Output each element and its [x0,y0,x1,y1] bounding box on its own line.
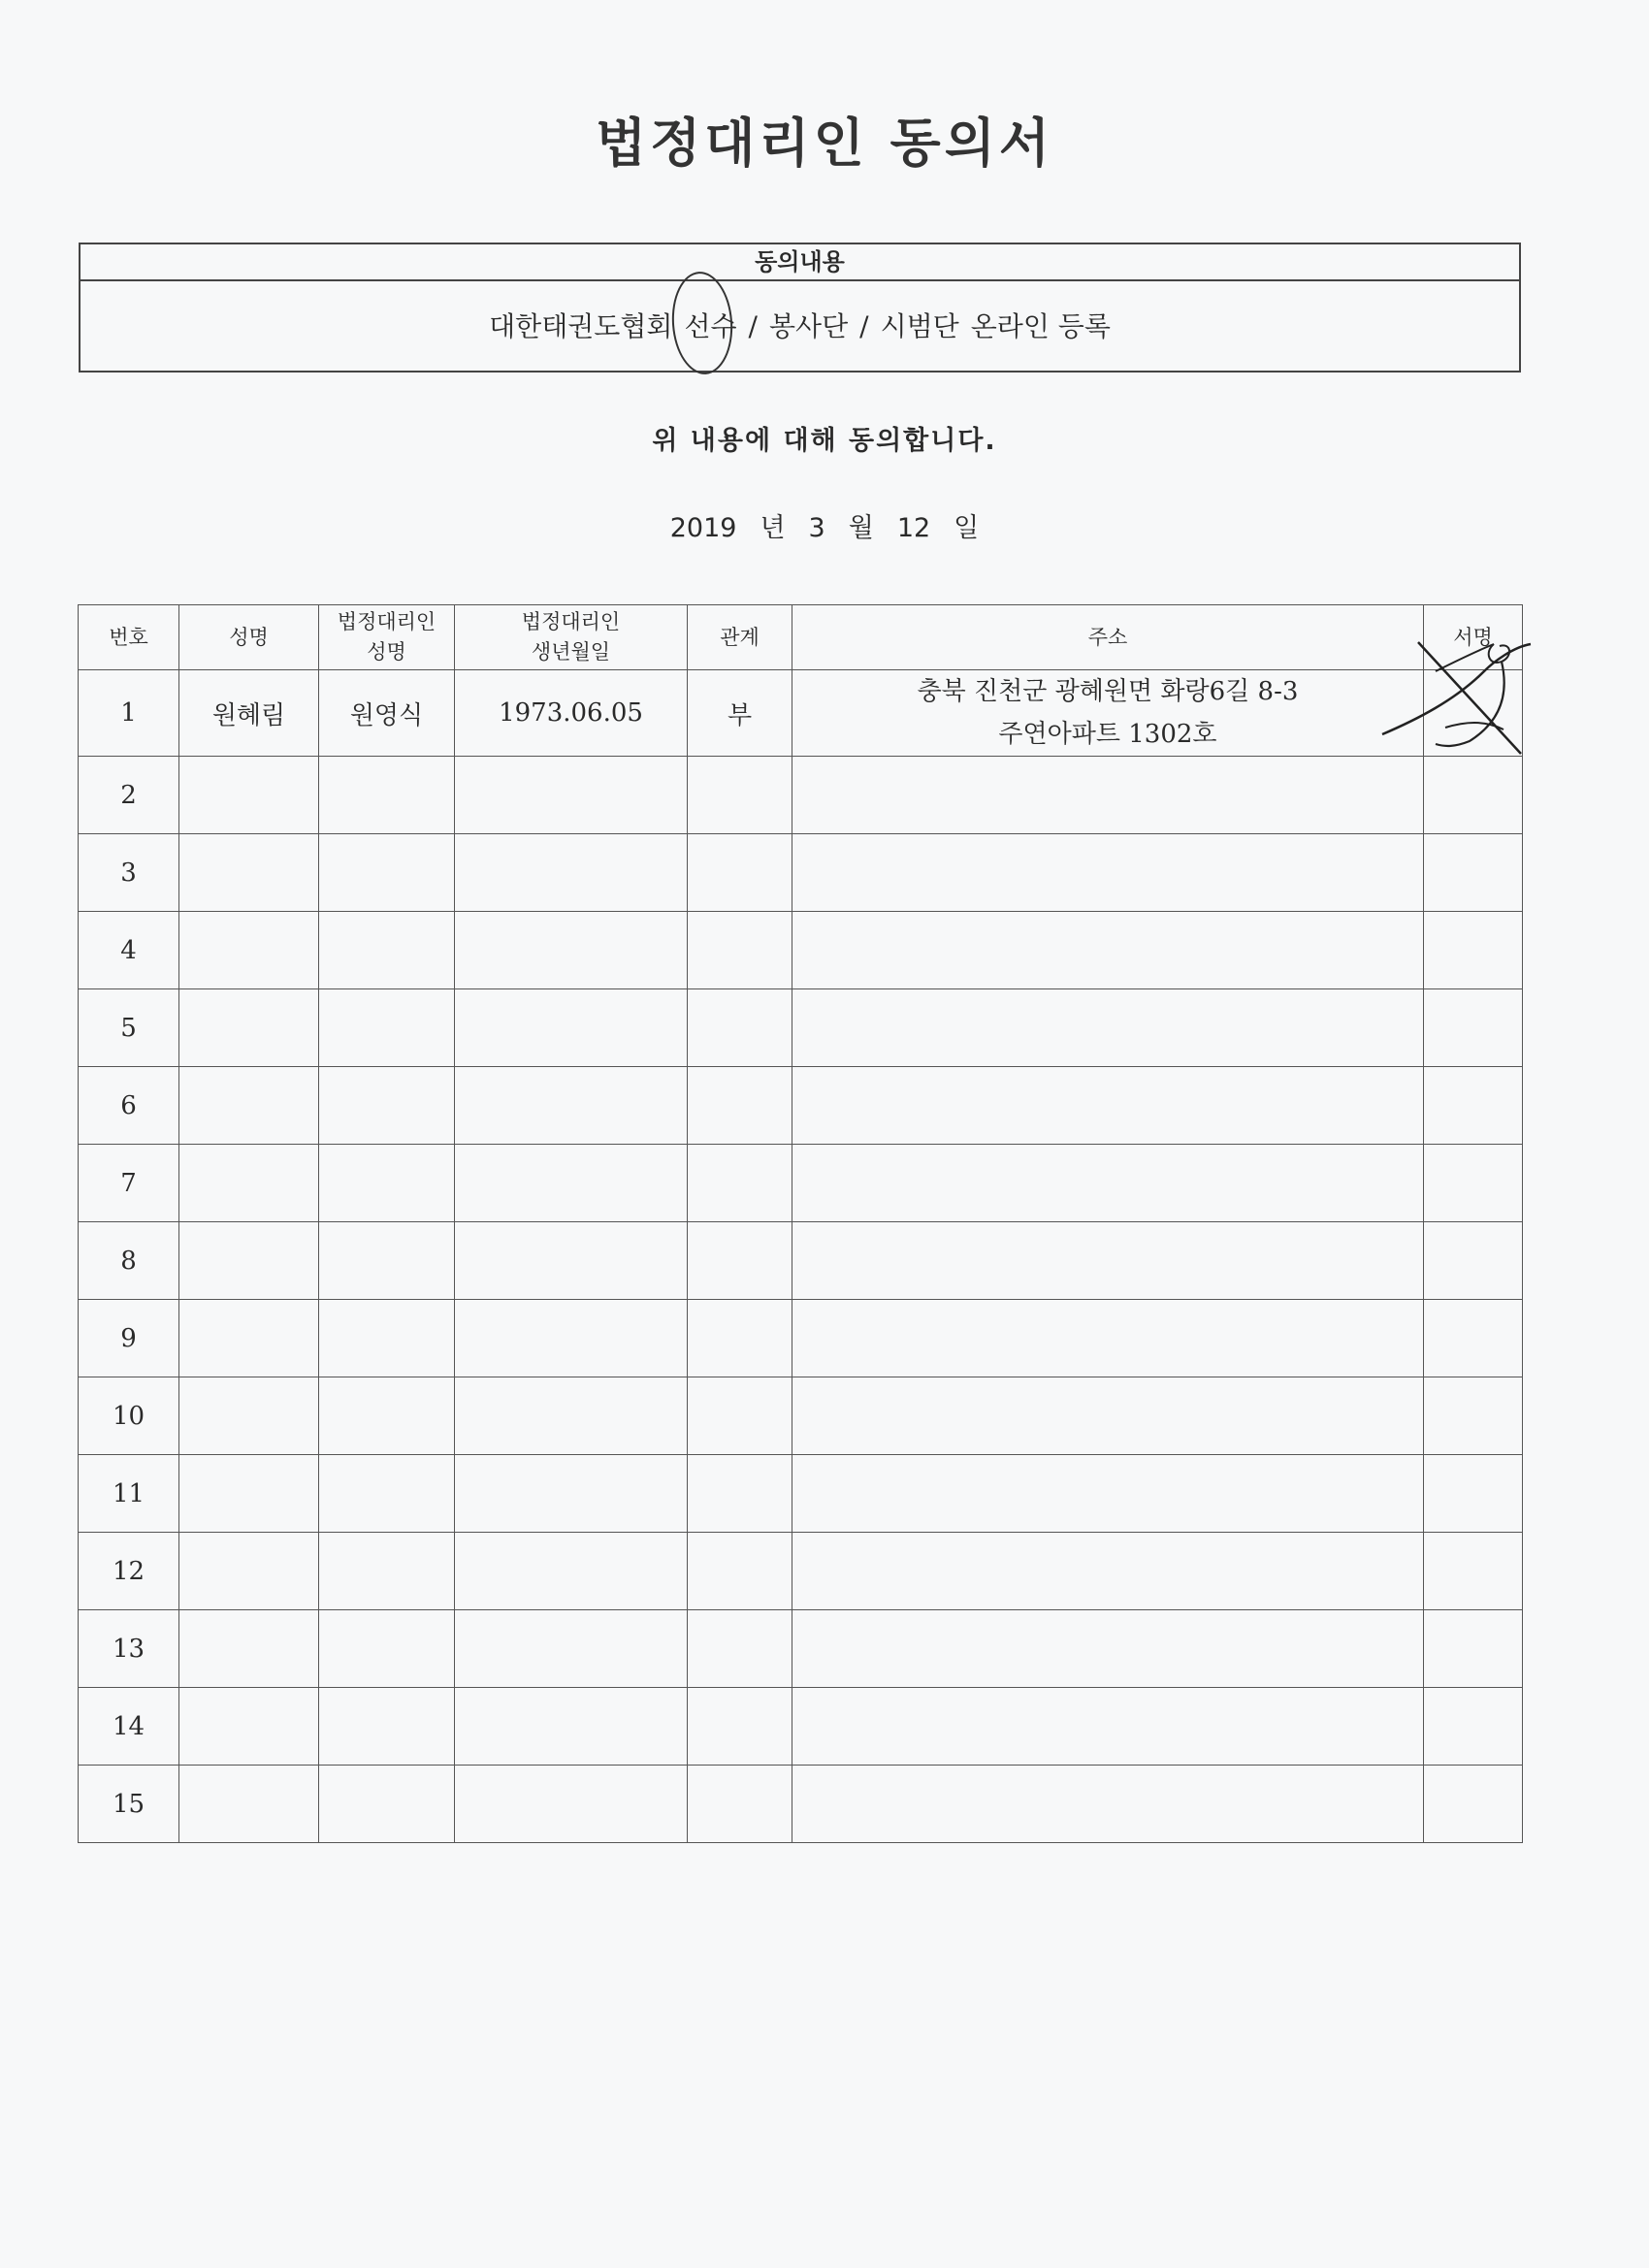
row-signature-cell [1424,989,1523,1067]
row-address-cell [792,1145,1424,1222]
row-address-cell [792,1533,1424,1610]
consent-box [79,243,1521,373]
row-name-cell [179,1222,319,1300]
header-address: 주소 [792,605,1424,670]
table-body [79,670,1523,1843]
date-month: 3 [808,513,825,543]
table-row [79,834,1523,912]
row-name-cell [179,1377,319,1455]
row-no-cell: 9 [79,1300,179,1377]
row-guardian-name-cell [319,1766,455,1843]
row-guardian-name-cell [319,834,455,912]
consent-date [0,506,1649,544]
consent-option-player: 선수 [684,310,737,342]
table-row [79,1222,1523,1300]
table-row [79,989,1523,1067]
header-guardian-name [319,605,455,670]
row-relation-cell [688,1688,792,1766]
row-signature-cell [1424,1455,1523,1533]
date-day: 12 [896,513,931,543]
date-year-unit: 년 [760,513,786,543]
header-guardian-name-line2: 성명 [367,640,406,664]
header-name: 성명 [179,605,319,670]
address-line-1: 충북 진천군 광혜원면 화랑6길 8-3 [917,677,1299,706]
consent-org: 대한태권도협회 [489,310,673,342]
row-address-cell [792,912,1424,989]
row-guardian-name-cell [319,989,455,1067]
row-guardian-birth-cell [455,1610,688,1688]
row-address-cell [792,1766,1424,1843]
table-row [79,1533,1523,1610]
table-row [79,1300,1523,1377]
header-no: 번호 [79,605,179,670]
row-address-cell [792,1067,1424,1145]
consent-header: 동의내용 [81,244,1519,281]
row-guardian-birth-cell [455,1455,688,1533]
consent-option-volunteer: 봉사단 [768,310,849,342]
table-row [79,670,1523,757]
row-relation-cell [688,1610,792,1688]
row-relation-cell [688,757,792,834]
row-guardian-name-cell [319,1533,455,1610]
row-address-cell [792,1377,1424,1455]
header-guardian-birth [455,605,688,670]
row-guardian-name-cell [319,912,455,989]
row-guardian-birth-cell [455,834,688,912]
consent-option-demo-team: 시범단 [880,310,959,342]
row-no-cell: 2 [79,757,179,834]
row-guardian-name-cell [319,1067,455,1145]
row-name-cell [179,1766,319,1843]
row-no-cell: 3 [79,834,179,912]
row-guardian-birth-cell [455,1688,688,1766]
row-signature-cell [1424,1766,1523,1843]
row-no-cell: 6 [79,1067,179,1145]
row-guardian-birth-cell [455,989,688,1067]
row-relation-cell [688,1766,792,1843]
row-relation-cell: 부 [688,670,792,757]
table-row [79,1455,1523,1533]
row-address-cell [792,989,1424,1067]
row-address-cell [792,1455,1424,1533]
row-guardian-name-cell [319,1455,455,1533]
table-header-row [79,605,1523,670]
row-address-cell [792,670,1424,757]
row-no-cell: 13 [79,1610,179,1688]
row-guardian-birth-cell [455,1377,688,1455]
row-address-cell [792,1222,1424,1300]
row-no-cell: 8 [79,1222,179,1300]
row-relation-cell [688,1455,792,1533]
document-title: 법정대리인 동의서 [595,113,1054,174]
row-name-cell [179,1067,319,1145]
row-no-cell: 12 [79,1533,179,1610]
header-guardian-name-line1: 법정대리인 [337,610,436,633]
consent-suffix: 온라인 등록 [970,310,1111,342]
row-no-cell: 1 [79,670,179,757]
row-guardian-name-cell [319,1145,455,1222]
row-name-cell: 원혜림 [179,670,319,757]
row-no-cell: 7 [79,1145,179,1222]
row-signature-cell [1424,1300,1523,1377]
row-signature-cell [1424,834,1523,912]
consent-separator: / [859,310,869,342]
row-name-cell [179,1610,319,1688]
row-relation-cell [688,989,792,1067]
row-no-cell: 11 [79,1455,179,1533]
row-guardian-name-cell [319,1222,455,1300]
table-row [79,1145,1523,1222]
row-guardian-birth-cell [455,1300,688,1377]
row-address-cell [792,1610,1424,1688]
consent-separator: / [748,310,758,342]
row-guardian-birth-cell [455,1222,688,1300]
row-signature-cell [1424,1377,1523,1455]
header-relation: 관계 [688,605,792,670]
row-signature-cell [1424,1533,1523,1610]
row-name-cell [179,1688,319,1766]
row-relation-cell [688,1533,792,1610]
row-guardian-birth-cell [455,912,688,989]
row-name-cell [179,834,319,912]
guardian-table [78,604,1523,1843]
header-guardian-birth-line2: 생년월일 [531,640,611,664]
row-relation-cell [688,1300,792,1377]
row-address-cell [792,1300,1424,1377]
row-name-cell [179,1455,319,1533]
table-row [79,1688,1523,1766]
row-address-cell [792,834,1424,912]
header-guardian-birth-line1: 법정대리인 [521,610,621,633]
row-relation-cell [688,1145,792,1222]
address-line-2: 주연아파트 1302호 [998,720,1217,749]
header-signature: 서명 [1424,605,1523,670]
table-row [79,1766,1523,1843]
row-signature-cell [1424,1688,1523,1766]
row-guardian-birth-cell [455,1533,688,1610]
row-name-cell [179,989,319,1067]
row-guardian-name-cell [319,1610,455,1688]
date-month-unit: 월 [848,513,874,543]
row-guardian-name-cell [319,1300,455,1377]
row-guardian-name-cell [319,757,455,834]
row-no-cell: 15 [79,1766,179,1843]
row-no-cell: 5 [79,989,179,1067]
agreement-statement: 위 내용에 대해 동의합니다. [652,426,997,456]
table-row [79,1377,1523,1455]
row-address-cell [792,757,1424,834]
row-guardian-name-cell: 원영식 [319,670,455,757]
row-no-cell: 10 [79,1377,179,1455]
row-guardian-name-cell [319,1688,455,1766]
row-signature-cell [1424,912,1523,989]
row-address-cell [792,1688,1424,1766]
row-no-cell: 14 [79,1688,179,1766]
handwritten-signature [1377,632,1533,768]
row-no-cell: 4 [79,912,179,989]
row-guardian-birth-cell [455,757,688,834]
row-relation-cell [688,834,792,912]
row-guardian-birth-cell [455,1145,688,1222]
table-row [79,912,1523,989]
row-signature-cell [1424,1222,1523,1300]
row-name-cell [179,1533,319,1610]
row-guardian-birth-cell [455,1766,688,1843]
row-name-cell [179,1145,319,1222]
row-name-cell [179,912,319,989]
date-year: 2019 [669,513,737,543]
consent-body [81,281,1519,373]
row-guardian-birth-cell [455,1067,688,1145]
row-guardian-name-cell [319,1377,455,1455]
table-row [79,1610,1523,1688]
row-relation-cell [688,912,792,989]
row-relation-cell [688,1067,792,1145]
row-relation-cell [688,1377,792,1455]
table-row [79,1067,1523,1145]
row-guardian-birth-cell: 1973.06.05 [455,670,688,757]
date-day-unit: 일 [954,513,980,543]
row-relation-cell [688,1222,792,1300]
table-row [79,757,1523,834]
row-signature-cell [1424,1145,1523,1222]
row-signature-cell [1424,1610,1523,1688]
row-name-cell [179,757,319,834]
row-signature-cell [1424,1067,1523,1145]
row-name-cell [179,1300,319,1377]
